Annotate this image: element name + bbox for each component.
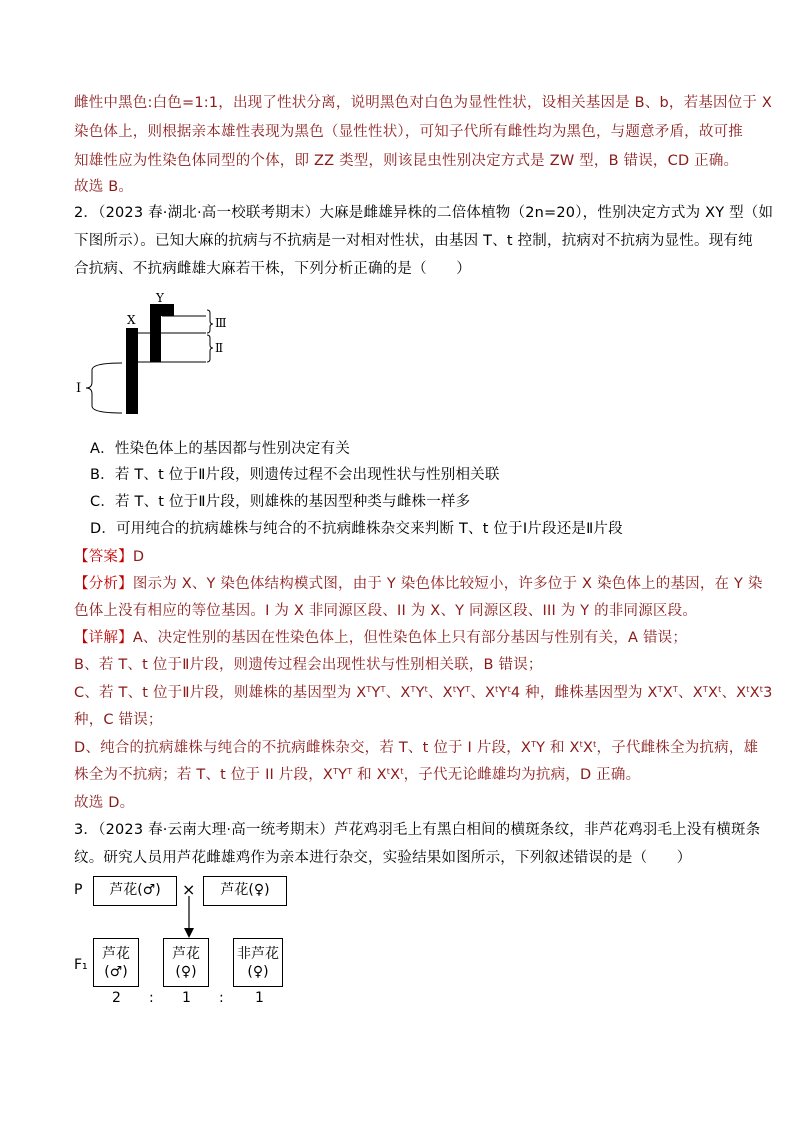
chromosome-diagram — [70, 288, 250, 423]
answer-value: D — [132, 549, 145, 565]
analysis-line: 色体上没有相应的等位基因。I 为 X 非同源区段、II 为 X、Y 同源区段、III 为 Y 的非同源区段。 — [74, 603, 698, 619]
analysis-text: 图示为 X、Y 染色体结构模式图，由于 Y 染色体比较短小，许多位于 X 染色体上的基因，在 Y 染 — [132, 576, 763, 592]
segment-III-label: Ⅲ — [215, 316, 227, 330]
detail-line: B、若 T、t 位于Ⅱ片段，则遗传过程会出现性状与性别相关联，B 错误； — [74, 657, 543, 673]
text-line: 知雄性应为性染色体同型的个体，即 ZZ 类型，则该昆虫性别决定方式是 ZW 型，B 错误，CD 正确。 — [74, 153, 739, 169]
child-box-non-barred-female — [233, 938, 283, 987]
detail-tag: 【详解】 — [74, 630, 133, 646]
generation-p-label: P — [74, 882, 83, 898]
analysis-line — [74, 574, 763, 594]
parent-female-box: 芦花(♀) — [203, 876, 287, 906]
segment-I-label: Ⅰ — [76, 381, 82, 396]
ratio-value: 1 — [255, 990, 264, 1006]
text-line: 雌性中黑色:白色=1:1，出现了性状分离，说明黑色对白色为显性性状，设相关基因是 B、b，若基因位于 X — [74, 95, 773, 111]
y-chromosome-cap — [150, 304, 174, 316]
parent-male-box: 芦花(♂) — [93, 876, 177, 906]
detail-line: 株全为不抗病；若 T、t 位于 II 片段，$X^TY^T$ 和 $X^tX^t$，子代无论雌雄均为抗病，D 正确。 — [74, 767, 641, 783]
ratio-separator: : — [149, 990, 154, 1006]
detail-line: 种，C 错误； — [74, 712, 163, 728]
cross-arrow — [180, 896, 200, 940]
option-a: A．性染色体上的基因都与性别决定有关 — [90, 441, 351, 457]
q2-stem: 下图所示）。已知大麻的抗病与不抗病是一对相对性状，由基因 T、t 控制，抗病对不抗病为显性。现有纯 — [74, 233, 753, 249]
x-chromosome — [126, 328, 138, 414]
x-label: X — [127, 313, 136, 327]
analysis-tag: 【分析】 — [74, 576, 133, 592]
child-phenotype: 芦花 — [172, 946, 200, 962]
child-sex: (♀) — [175, 964, 197, 980]
child-phenotype: 芦花 — [102, 946, 130, 962]
cross-symbol: × — [182, 880, 196, 899]
text-line: 染色体上，则根据亲本雄性表现为黑色（显性性状），可知子代所有雌性均为黑色，与题意矛盾，故可推 — [74, 124, 743, 140]
q2-stem: 2．（2023 春·湖北·高一校联考期末）大麻是雌雄异株的二倍体植物（2n=20），性别决定方式为 XY 型（如 — [74, 205, 774, 221]
ratio-value: 2 — [112, 990, 121, 1006]
segment-II-label: Ⅱ — [215, 341, 224, 355]
detail-line: C、若 T、t 位于Ⅱ片段，则雄株的基因型为 $X^TY^T$、$X^TY^t$、$X^tY^T$、$X^tY^t4$ 种，雌株基因型为 $X^TX^T$、$X^TX^t$、$X^tX^t3$ — [74, 685, 773, 701]
option-b: B．若 T、t 位于Ⅱ片段，则遗传过程不会出现性状与性别相关联 — [90, 467, 500, 483]
conclusion: 故选 D。 — [74, 795, 135, 811]
conclusion: 故选 B。 — [74, 179, 134, 195]
child-phenotype: 非芦花 — [237, 946, 279, 962]
ratio-value: 1 — [182, 990, 191, 1006]
q3-stem: 纹。研究人员用芦花雌雄鸡作为亲本进行杂交，实验结果如图所示，下列叙述错误的是（ ） — [74, 850, 692, 866]
q3-stem: 3．（2023 春·云南大理·高一统考期末）芦花鸡羽毛上有黑白相间的横斑条纹，非芦花鸡羽毛上没有横斑条 — [74, 822, 761, 838]
child-sex: (♂) — [104, 964, 128, 980]
y-label: Y — [156, 291, 164, 305]
generation-f1-label: F₁ — [74, 957, 88, 973]
option-c: C．若 T、t 位于Ⅱ片段，则雄株的基因型种类与雌株一样多 — [90, 494, 471, 510]
answer-tag: 【答案】 — [74, 549, 133, 565]
child-box-male — [93, 938, 139, 987]
option-d: D．可用纯合的抗病雄株与纯合的不抗病雌株杂交来判断 T、t 位于Ⅰ片段还是Ⅱ片段 — [90, 521, 623, 537]
q2-stem: 合抗病、不抗病雌雄大麻若干株，下列分析正确的是（ ） — [74, 261, 471, 277]
detail-line — [74, 628, 687, 648]
detail-text: A、决定性别的基因在性染色体上，但性染色体上只有部分基因与性别有关，A 错误； — [132, 630, 688, 646]
detail-line: D、纯合的抗病雄株与纯合的不抗病雌株杂交，若 T、t 位于 I 片段，$X^TY$ 和 $X^tX^t$，子代雌株全为抗病，雄 — [74, 740, 759, 756]
child-box-female — [163, 938, 209, 987]
answer-line — [74, 547, 144, 567]
child-sex: (♀) — [247, 964, 269, 980]
ratio-separator: : — [219, 990, 224, 1006]
